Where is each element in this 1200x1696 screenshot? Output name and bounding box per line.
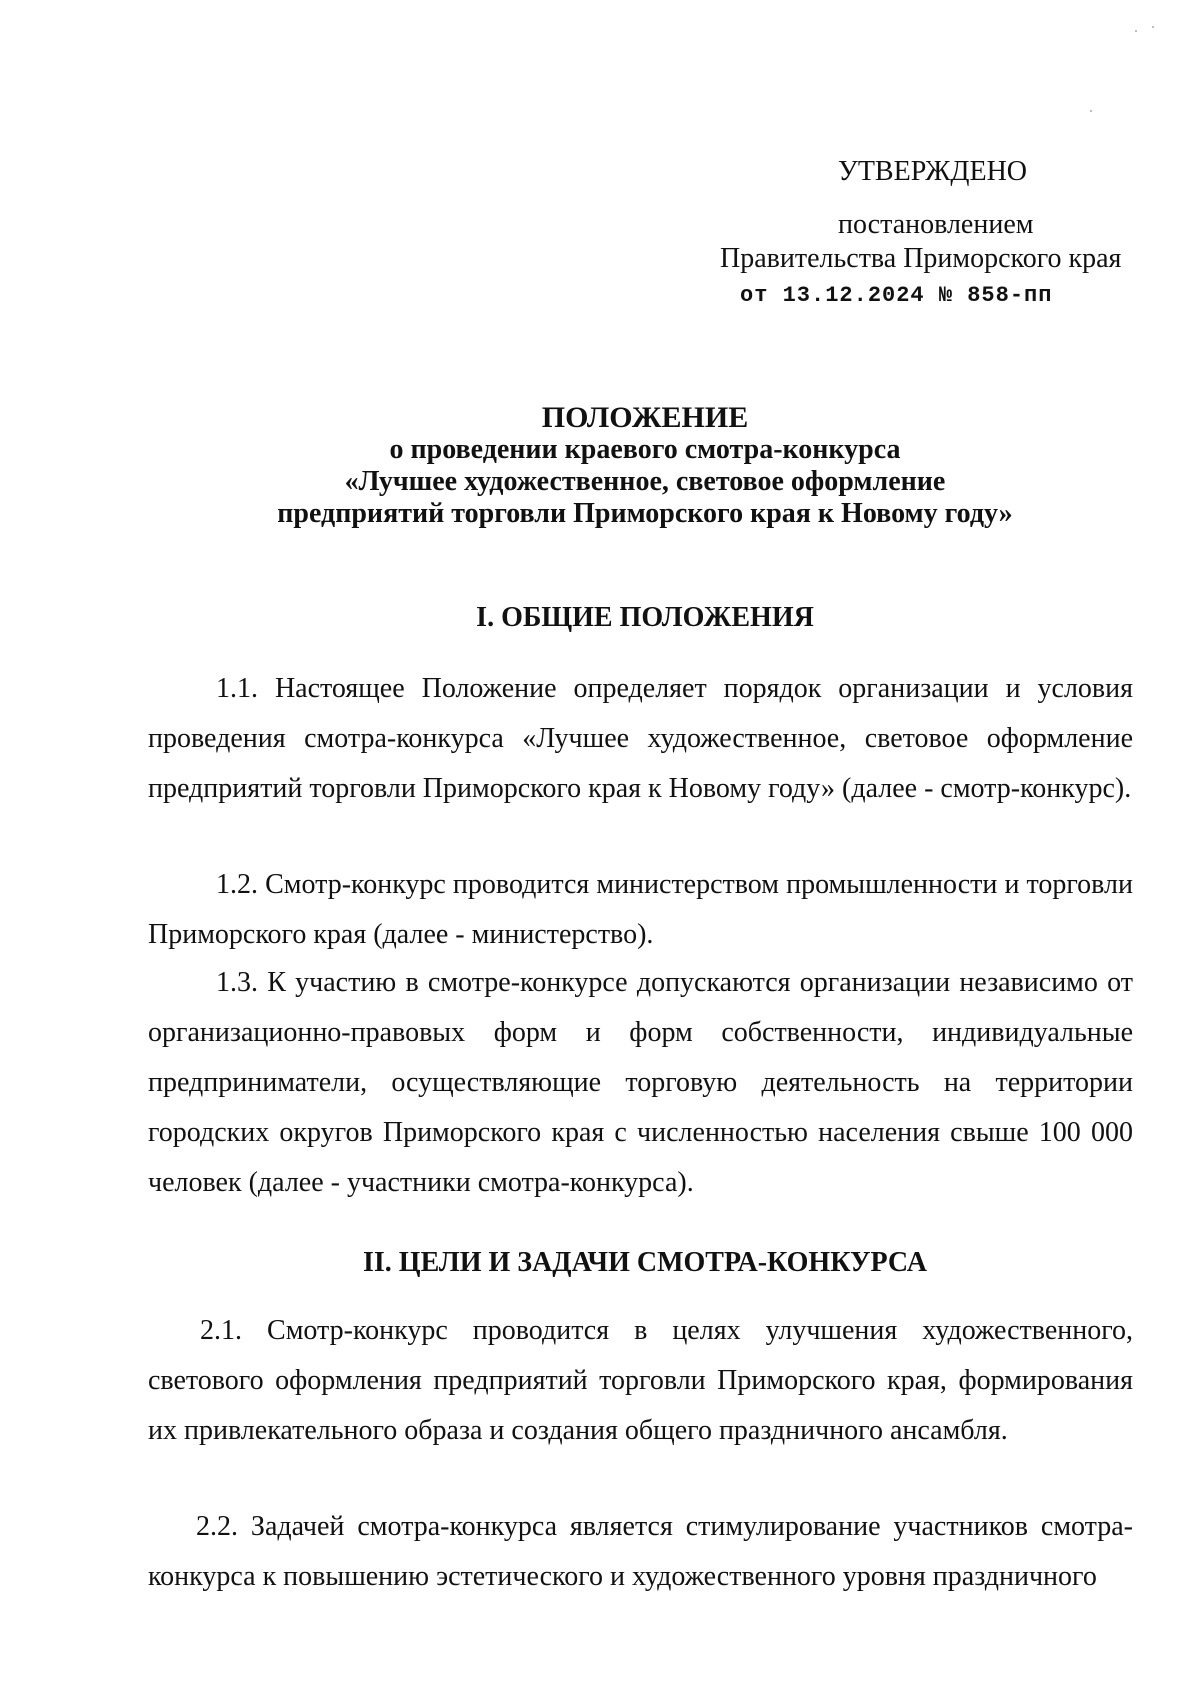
scan-speck	[1090, 110, 1092, 112]
section-1-heading: I. ОБЩИЕ ПОЛОЖЕНИЯ	[476, 602, 814, 633]
scan-speck	[1135, 30, 1137, 32]
approval-authority: Правительства Приморского края	[720, 243, 1122, 274]
section-2-heading: II. ЦЕЛИ И ЗАДАЧИ СМОТРА-КОНКУРСА	[363, 1247, 927, 1278]
approval-by: постановлением	[838, 209, 1034, 240]
paragraph-1-3: 1.3. К участию в смотре-конкурсе допускаются организации независимо от организационно-правовых форм и форм собственности, индивидуальные предприниматели, осуществляющие торговую деятельность на территории городских округов Приморского края с численностью населения свыше 100 000 человек (далее - участники смотра-конкурса).	[148, 967, 1133, 1198]
scan-speck	[1152, 26, 1154, 28]
paragraph-2-1: 2.1. Смотр-конкурс проводится в целях улучшения художественного, светового оформления предприятий торговли Приморского края, формирования их привлекательного образа и создания общего праздничного ансамбля.	[148, 1315, 1133, 1446]
title-line-4: предприятий торговли Приморского края к Новому году»	[277, 498, 1013, 529]
paragraph-1-1: 1.1. Настоящее Положение определяет порядок организации и условия проведения смотра-конкурса «Лучшее художественное, световое оформление предприятий торговли Приморского края к Новому году» (далее - смотр-конкурс).	[148, 673, 1133, 804]
approval-label: УТВЕРЖДЕНО	[838, 156, 1028, 187]
paragraph-2-2: 2.2. Задачей смотра-конкурса является стимулирование участников смотра-конкурса к повышению эстетического и художественного уровня праздничного	[148, 1511, 1133, 1592]
title-main: ПОЛОЖЕНИЕ	[541, 401, 749, 434]
document-title	[0, 402, 1200, 530]
approval-number: от 13.12.2024 № 858-пп	[740, 283, 1053, 308]
title-line-3: «Лучшее художественное, световое оформление	[344, 466, 946, 497]
paragraph-1-2: 1.2. Смотр-конкурс проводится министерством промышленности и торговли Приморского края (далее - министерство).	[148, 869, 1133, 950]
title-line-2: о проведении краевого смотра-конкурса	[389, 434, 901, 465]
